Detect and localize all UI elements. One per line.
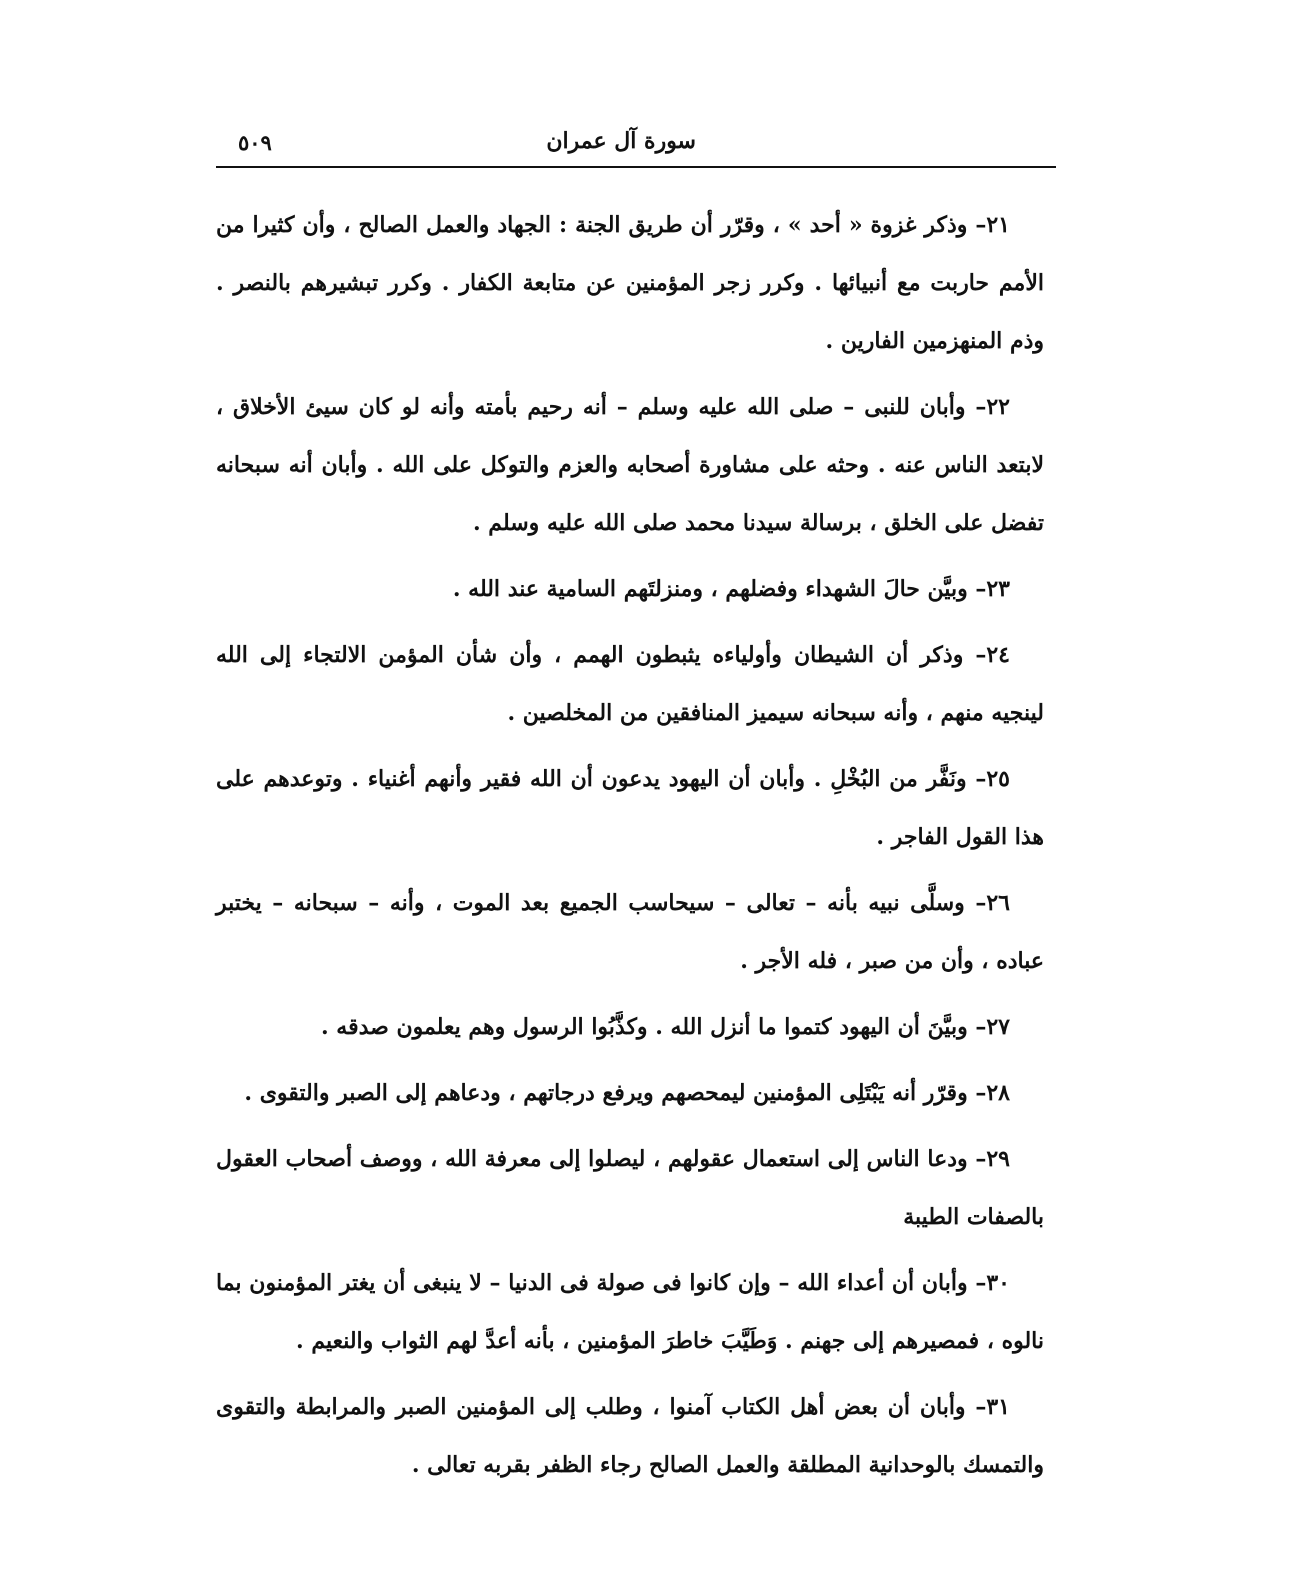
paragraph-22: ٢٢– وأبان للنبى – صلى الله عليه وسلم – أنه رحيم بأمته وأنه لو كان سيئ الأخلاق ، لابتعد الناس عنه . وحثه على مشاورة أصحابه والعزم والتوكل على الله . وأبان أنه سبحانه تفضل على الخلق ، برسالة سيدنا محمد صلى الله عليه وسلم . (216, 394, 1044, 536)
paragraph-29: ٢٩– ودعا الناس إلى استعمال عقولهم ، ليصلوا إلى معرفة الله ، ووصف أصحاب العقول بالصفات الطيبة (216, 1146, 1044, 1230)
paragraph-25: ٢٥– ونَفَّر من البُخْلِ . وأبان أن اليهود يدعون أن الله فقير وأنهم أغنياء . وتوعدهم على هذا القول الفاجر . (216, 766, 1044, 850)
paragraph-31: ٣١– وأبان أن بعض أهل الكتاب آمنوا ، وطلب إلى المؤمنين الصبر والمرابطة والتقوى والتمسك بالوحدانية المطلقة والعمل الصالح رجاء الظفر بقربه تعالى . (216, 1394, 1044, 1478)
paragraph-28: ٢٨– وقرّر أنه يَبْتَلِى المؤمنين ليمحصهم ويرفع درجاتهم ، ودعاهم إلى الصبر والتقوى . (244, 1080, 1010, 1106)
header-divider (216, 166, 1056, 168)
page-header (216, 128, 1056, 164)
page-number: ٥٠٩ (238, 130, 272, 155)
paragraph-26: ٢٦– وسلَّى نبيه بأنه – تعالى – سيحاسب الجميع بعد الموت ، وأنه – سبحانه – يختبر عباده ، وأن من صبر ، فله الأجر . (216, 890, 1044, 974)
paragraph-27: ٢٧– وبيَّنَ أن اليهود كتموا ما أنزل الله . وكذَّبُوا الرسول وهم يعلمون صدقه . (320, 1014, 1010, 1040)
page-body (216, 196, 1044, 1502)
paragraph-24: ٢٤– وذكر أن الشيطان وأولياءه يثبطون الهمم ، وأن شأن المؤمن الالتجاء إلى الله لينجيه منهم ، وأنه سبحانه سيميز المنافقين من المخلصين . (216, 642, 1044, 726)
paragraph-30: ٣٠– وأبان أن أعداء الله – وإن كانوا فى صولة فى الدنيا – لا ينبغى أن يغتر المؤمنون بما نالوه ، فمصيرهم إلى جهنم . وَطَيَّبَ خاطرَ المؤمنين ، بأنه أعدَّ لهم الثواب والنعيم . (216, 1270, 1044, 1354)
paragraph-23: ٢٣– وبيَّن حالَ الشهداء وفضلهم ، ومنزلتَهم السامية عند الله . (452, 576, 1010, 602)
paragraph-21: ٢١– وذكر غزوة « أحد » ، وقرّر أن طريق الجنة : الجهاد والعمل الصالح ، وأن كثيرا من الأمم حاربت مع أنبيائها . وكرر زجر المؤمنين عن متابعة الكفار . وكرر تبشيرهم بالنصر . وذم المنهزمين الفارين . (216, 212, 1044, 354)
page-title: سورة آل عمران (546, 128, 696, 154)
